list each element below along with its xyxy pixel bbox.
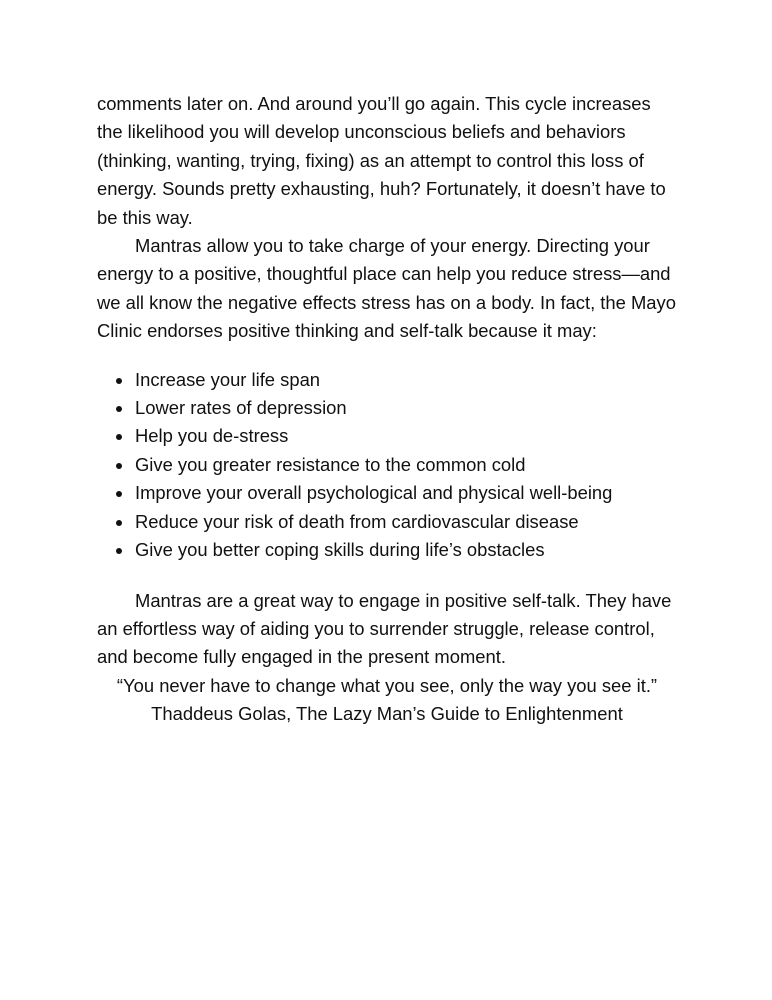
paragraph-continued: comments later on. And around you’ll go again. This cycle increases the likelihood you will develop unconscious beliefs and behaviors (thinking, wanting, trying, fixing) as an attempt to control this loss of energy. Sounds pretty exhausting, huh? Fortunately, it doesn’t have to be this way. <box>97 93 666 228</box>
list-item <box>97 536 677 564</box>
paragraph-mantras-energy: Mantras allow you to take charge of your energy. Directing your energy to a positive, thoughtful place can help you reduce stress—and we all know the negative effects stress has on a body. In fact, the Mayo Clinic endorses positive thinking and self-talk because it may: <box>97 235 676 342</box>
bullet-icon <box>116 463 122 469</box>
list-item <box>97 394 677 422</box>
list-item <box>97 508 677 536</box>
paragraph-self-talk: Mantras are a great way to engage in positive self-talk. They have an effortless way of aiding you to surrender struggle, release control, and become fully engaged in the present moment. <box>97 589 672 668</box>
list-item-text: Lower rates of depression <box>135 397 347 419</box>
list-item-text: Increase your life span <box>135 368 321 390</box>
list-item-text: Improve your overall psychological and physical well-being <box>135 482 613 504</box>
page-content <box>97 90 677 729</box>
list-item <box>97 479 677 507</box>
list-item <box>97 366 677 394</box>
list-item <box>97 422 677 450</box>
list-item-text: Help you de-stress <box>135 425 289 447</box>
list-item-text: Give you better coping skills during life’s obstacles <box>135 539 545 561</box>
bullet-icon <box>116 491 122 497</box>
bullet-icon <box>116 548 122 554</box>
bullet-icon <box>116 378 122 384</box>
bullet-icon <box>116 406 122 412</box>
bullet-icon <box>116 434 122 440</box>
list-item-text: Give you greater resistance to the common cold <box>135 453 526 475</box>
quote-attribution: Thaddeus Golas, The Lazy Man’s Guide to Enlightenment <box>151 703 623 725</box>
bullet-icon <box>116 520 122 526</box>
list-item-text: Reduce your risk of death from cardiovascular disease <box>135 510 579 532</box>
list-item <box>97 451 677 479</box>
epigraph-quote: “You never have to change what you see, only the way you see it.” <box>116 674 658 696</box>
benefits-list <box>97 366 677 565</box>
